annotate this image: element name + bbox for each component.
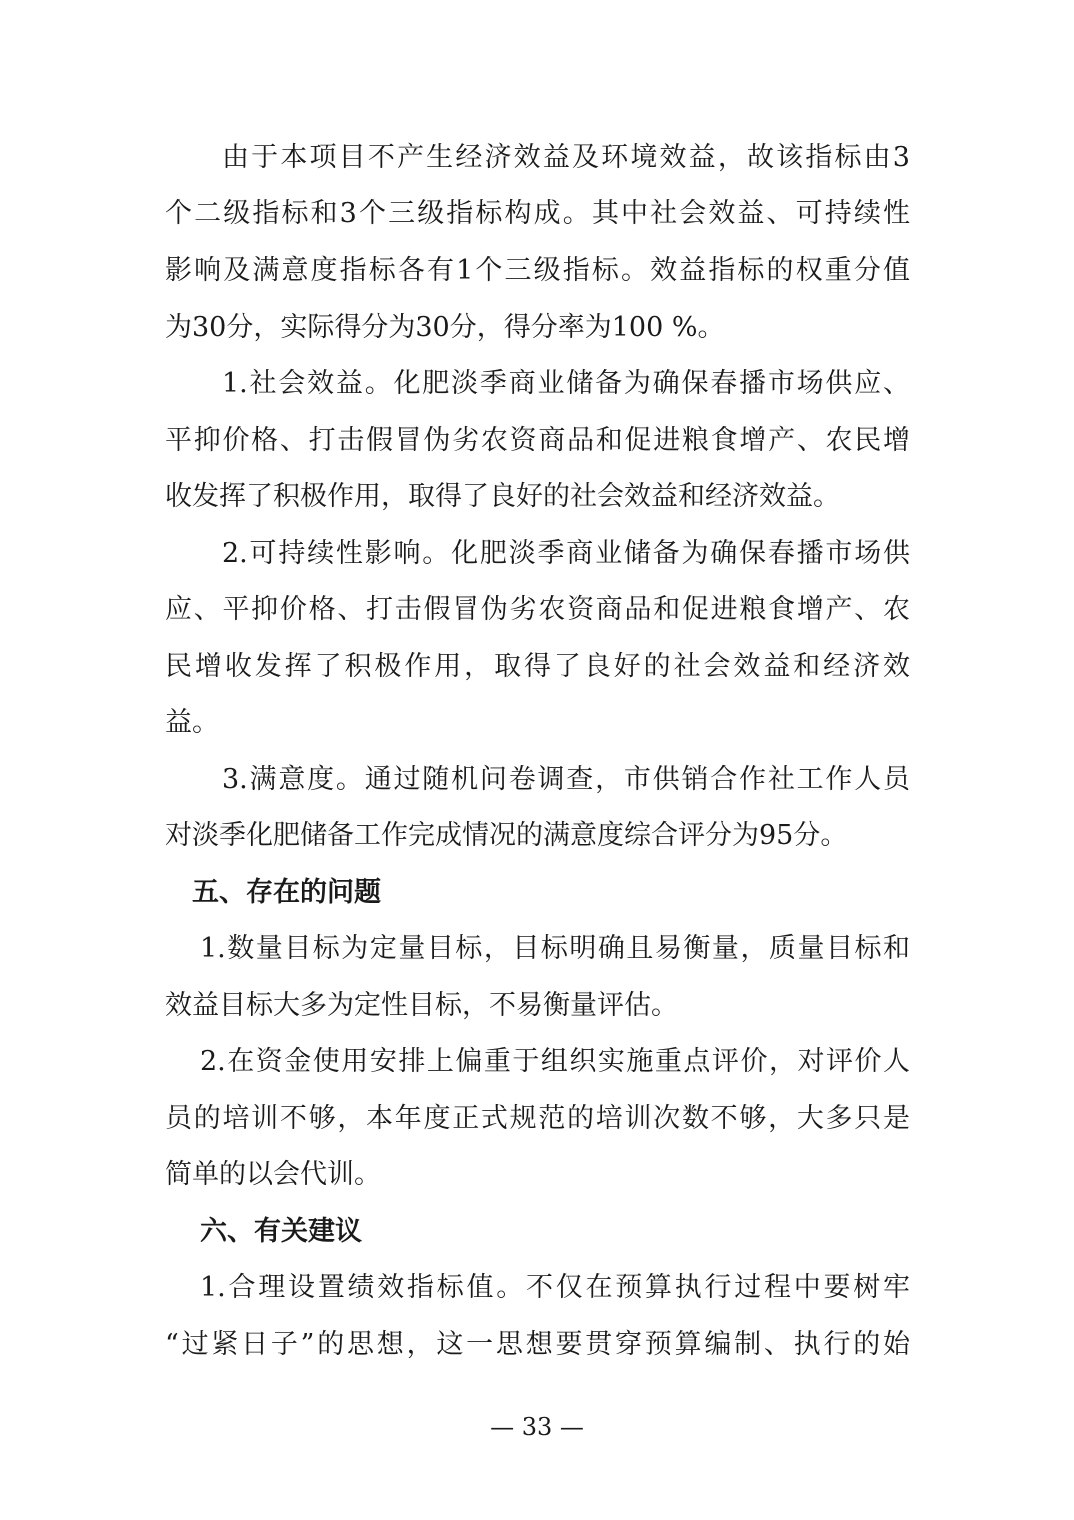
paragraph-line: 效益目标大多为定性目标，不易衡量评估。 <box>165 990 678 1021</box>
paragraph-line: 收发挥了积极作用，取得了良好的社会效益和经济效益。 <box>165 481 840 512</box>
paragraph-line: 3.满意度。通过随机问卷调查，市供销合作社工作人员 <box>222 764 910 795</box>
paragraph-line: 平抑价格、打击假冒伪劣农资商品和促进粮食增产、农民增 <box>165 425 910 456</box>
paragraph-line: 益。 <box>165 707 219 738</box>
paragraph-line: 1.社会效益。化肥淡季商业储备为确保春播市场供应、 <box>222 368 910 399</box>
paragraph-line: “过紧日子”的思想，这一思想要贯穿预算编制、执行的始 <box>165 1329 910 1360</box>
paragraph-line: 1.数量目标为定量目标，目标明确且易衡量，质量目标和 <box>200 933 910 964</box>
paragraph-line: 简单的以会代训。 <box>165 1159 381 1190</box>
paragraph-line: 民增收发挥了积极作用，取得了良好的社会效益和经济效 <box>165 651 910 682</box>
paragraph-line: 个二级指标和3个三级指标构成。其中社会效益、可持续性 <box>165 198 910 229</box>
paragraph-line: 2.在资金使用安排上偏重于组织实施重点评价，对评价人 <box>200 1046 910 1077</box>
paragraph-line: 2.可持续性影响。化肥淡季商业储备为确保春播市场供 <box>222 538 910 569</box>
section-heading: 五、存在的问题 <box>192 877 381 908</box>
paragraph-line: 对淡季化肥储备工作完成情况的满意度综合评分为95分。 <box>165 820 848 851</box>
paragraph-line: 应、平抑价格、打击假冒伪劣农资商品和促进粮食增产、农 <box>165 594 910 625</box>
page-number: — 33 — <box>490 1413 584 1441</box>
paragraph-line: 为30分，实际得分为30分，得分率为100 %。 <box>165 312 725 343</box>
paragraph-line: 员的培训不够，本年度正式规范的培训次数不够，大多只是 <box>165 1103 910 1134</box>
section-heading: 六、有关建议 <box>200 1216 362 1247</box>
paragraph-line: 由于本项目不产生经济效益及环境效益，故该指标由3 <box>222 142 910 173</box>
paragraph-line: 影响及满意度指标各有1个三级指标。效益指标的权重分值 <box>165 255 910 286</box>
paragraph-line: 1.合理设置绩效指标值。不仅在预算执行过程中要树牢 <box>200 1272 910 1303</box>
